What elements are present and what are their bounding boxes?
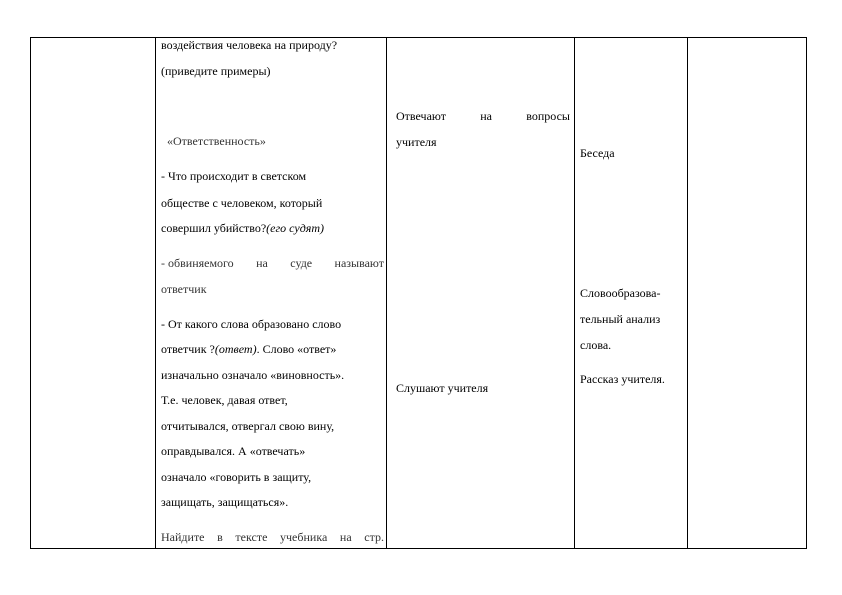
text-fragment: ответчик ? [161,342,215,356]
section-title-responsibility: «Ответственность» [167,134,266,148]
column-divider-2 [386,37,387,549]
italic-answer: (ответ) [214,342,257,356]
text-line: - От какого слова образовано слово [161,317,342,331]
method-story: Рассказ учителя. [580,372,665,386]
text-line: (приведите примеры) [161,64,271,78]
text-line: оправдывался. А «отвечать» [161,444,306,458]
word: в [217,530,223,544]
text-line: Т.е. человек, давая ответ, [161,393,288,407]
word: тексте [235,530,268,544]
italic-answer: (его судят) [266,221,325,235]
word: вопросы [526,109,570,123]
word: на [256,256,268,270]
student-activity-answer [396,109,570,123]
text-line: означало «говорить в защиту, [161,470,312,484]
column-divider-4 [687,37,688,549]
text-line: отчитывался, отвергал свою вину, [161,419,335,433]
text-line: ответчик [161,282,207,296]
word: учебника [280,530,328,544]
word: стр. [364,530,384,544]
column-divider-1 [155,37,156,549]
text-line: изначально означало «виновность». [161,368,345,382]
text-line-justified [161,256,384,270]
method-analysis-line3: слова. [580,338,612,352]
text-line: - Что происходит в светском [161,169,307,183]
word: на [480,109,492,123]
text-line [161,342,336,356]
word: на [339,530,352,544]
text-line: воздействия человека на природу? [161,38,338,52]
student-activity-listen: Слушают учителя [396,381,489,395]
text-line-justified [161,530,384,544]
word: Отвечают [396,109,446,123]
word: Найдите [161,530,205,544]
column-divider-3 [574,37,575,549]
student-activity-answer-line2: учителя [396,135,437,149]
method-analysis-line2: тельный анализ [580,312,661,326]
word: называют [334,256,384,270]
text-line [161,221,324,235]
method-conversation: Беседа [580,146,615,160]
text-fragment: . Слово «ответ» [256,342,337,356]
method-analysis-line1: Словообразова- [580,286,661,300]
text-line: защищать, защищаться». [161,495,289,509]
text-line: обществе с человеком, который [161,196,323,210]
word: суде [290,256,313,270]
word: - обвиняемого [161,256,234,270]
text-fragment: совершил убийство? [161,221,267,235]
